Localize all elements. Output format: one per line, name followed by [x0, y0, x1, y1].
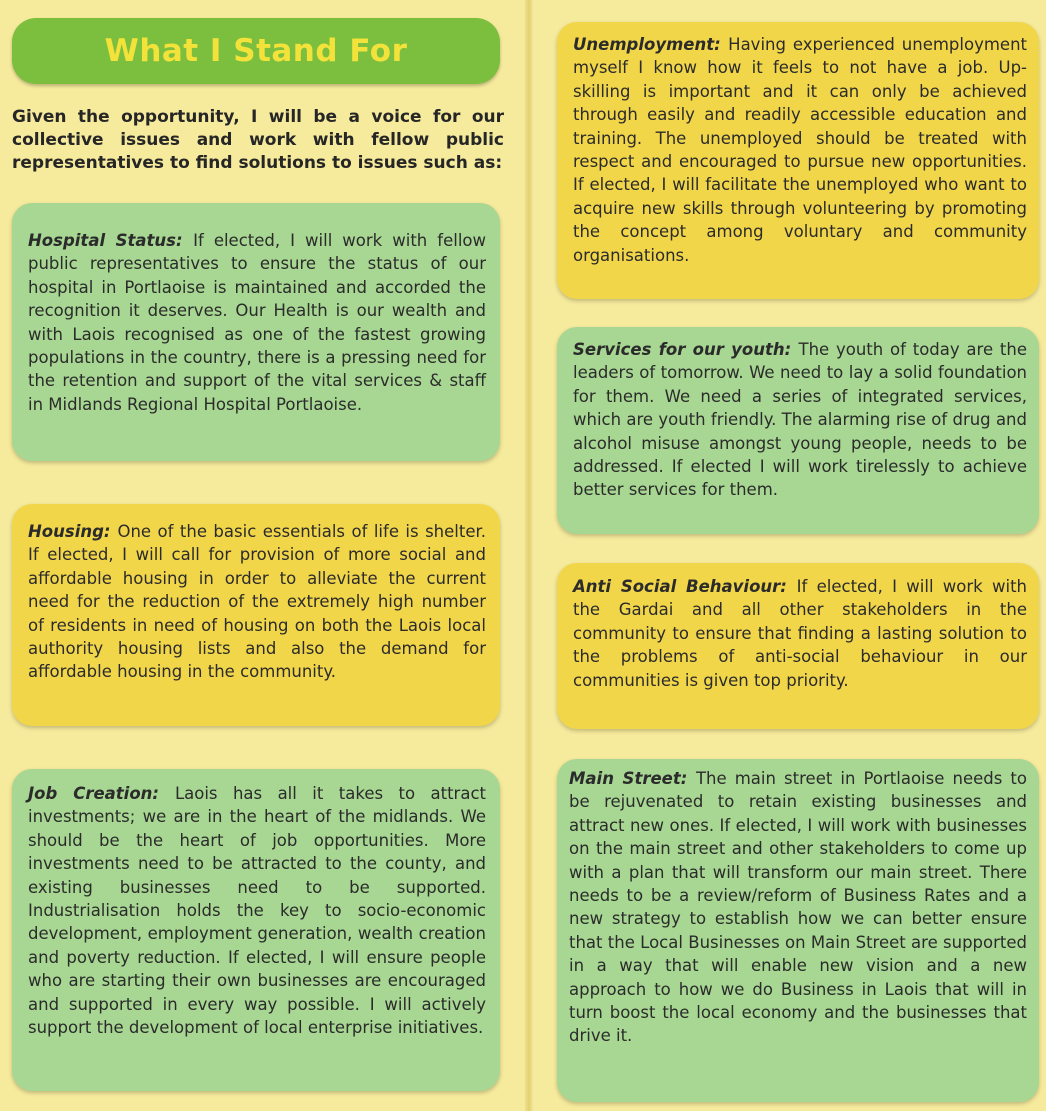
- intro-paragraph: Given the opportunity, I will be a voice for our collective issues and work with fellow public representatives to find solutions to issues such as:: [12, 107, 504, 173]
- anti-social-text: If elected, I will work with the Gardai and all other stakeholders in the community to ensure that finding a lasting solution to the problems of anti-social behaviour in our communities is given top priority.: [573, 577, 1027, 690]
- housing-text: One of the basic essentials of life is shelter. If elected, I will call for provision of more social and affordable housing in order to alleviate the current need for the reduction of the extremely high number of residents in need of housing on both the Laois local authority housing lists and also the demand for affordable housing in the community.: [28, 522, 486, 682]
- unemployment-text: Having experienced unemployment myself I know how it feels to not have a job. Up-skilling is important and it can only be achieved through easily and readily accessible education and training. The unemployed should be treated with respect and encouraged to pursue new opportunities. If elected, I will facilitate the unemployed who want to acquire new skills through volunteering by promoting the concept among voluntary and community organisations.: [573, 35, 1027, 265]
- main-street-heading: Main Street:: [569, 769, 696, 788]
- page-title: What I Stand For: [104, 33, 408, 69]
- main-street-box: [557, 759, 1039, 1102]
- job-creation-heading: Job Creation:: [28, 784, 175, 803]
- hospital-status-text: If elected, I will work with fellow public representatives to ensure the status of our hospital in Portlaoise is maintained and accorded the recognition it deserves. Our Health is our wealth and with Laois recognised as one of the fastest growing populations in the country, there is a pressing need for the retention and support of the vital services & staff in Midlands Regional Hospital Portlaoise.: [28, 231, 486, 414]
- anti-social-box: [557, 563, 1039, 729]
- main-street-text: The main street in Portlaoise needs to be rejuvenated to retain existing businesses and attract new ones. If elected, I will work with businesses on the main street and other stakeholders to come up with a plan that will transform our main street. There needs to be a review/reform of Business Rates and a new strategy to establish how we can better ensure that the Local Businesses on Main Street are supported in a way that will enable new vision and a new approach to how we do Business in Laois that will in turn boost the local economy and the businesses that drive it.: [569, 769, 1027, 1046]
- title-banner: [12, 18, 500, 84]
- hospital-status-box: [12, 203, 500, 461]
- page-fold: [525, 0, 533, 1111]
- youth-services-heading: Services for our youth:: [573, 340, 799, 359]
- unemployment-box: [557, 22, 1039, 299]
- housing-box: [12, 504, 500, 726]
- youth-services-box: [557, 327, 1039, 534]
- job-creation-text: Laois has all it takes to attract investments; we are in the heart of the midlands. We should be the heart of job opportunities. More investments need to be attracted to the county, and existing businesses need to be supported. Industrialisation holds the key to socio-economic development, employment generation, wealth creation and poverty reduction. If elected, I will ensure people who are starting their own businesses are encouraged and supported in every way possible. I will actively support the development of local enterprise initiatives.: [28, 784, 486, 1038]
- job-creation-box: [12, 769, 500, 1091]
- unemployment-heading: Unemployment:: [573, 35, 729, 54]
- housing-heading: Housing:: [28, 522, 118, 541]
- hospital-status-heading: Hospital Status:: [28, 231, 194, 250]
- anti-social-heading: Anti Social Behaviour:: [573, 577, 797, 596]
- youth-services-text: The youth of today are the leaders of tomorrow. We need to lay a solid foundation for them. We need a series of integrated services, which are youth friendly. The alarming rise of drug and alcohol misuse amongst young people, needs to be addressed. If elected I will work tirelessly to achieve better services for them.: [573, 340, 1027, 500]
